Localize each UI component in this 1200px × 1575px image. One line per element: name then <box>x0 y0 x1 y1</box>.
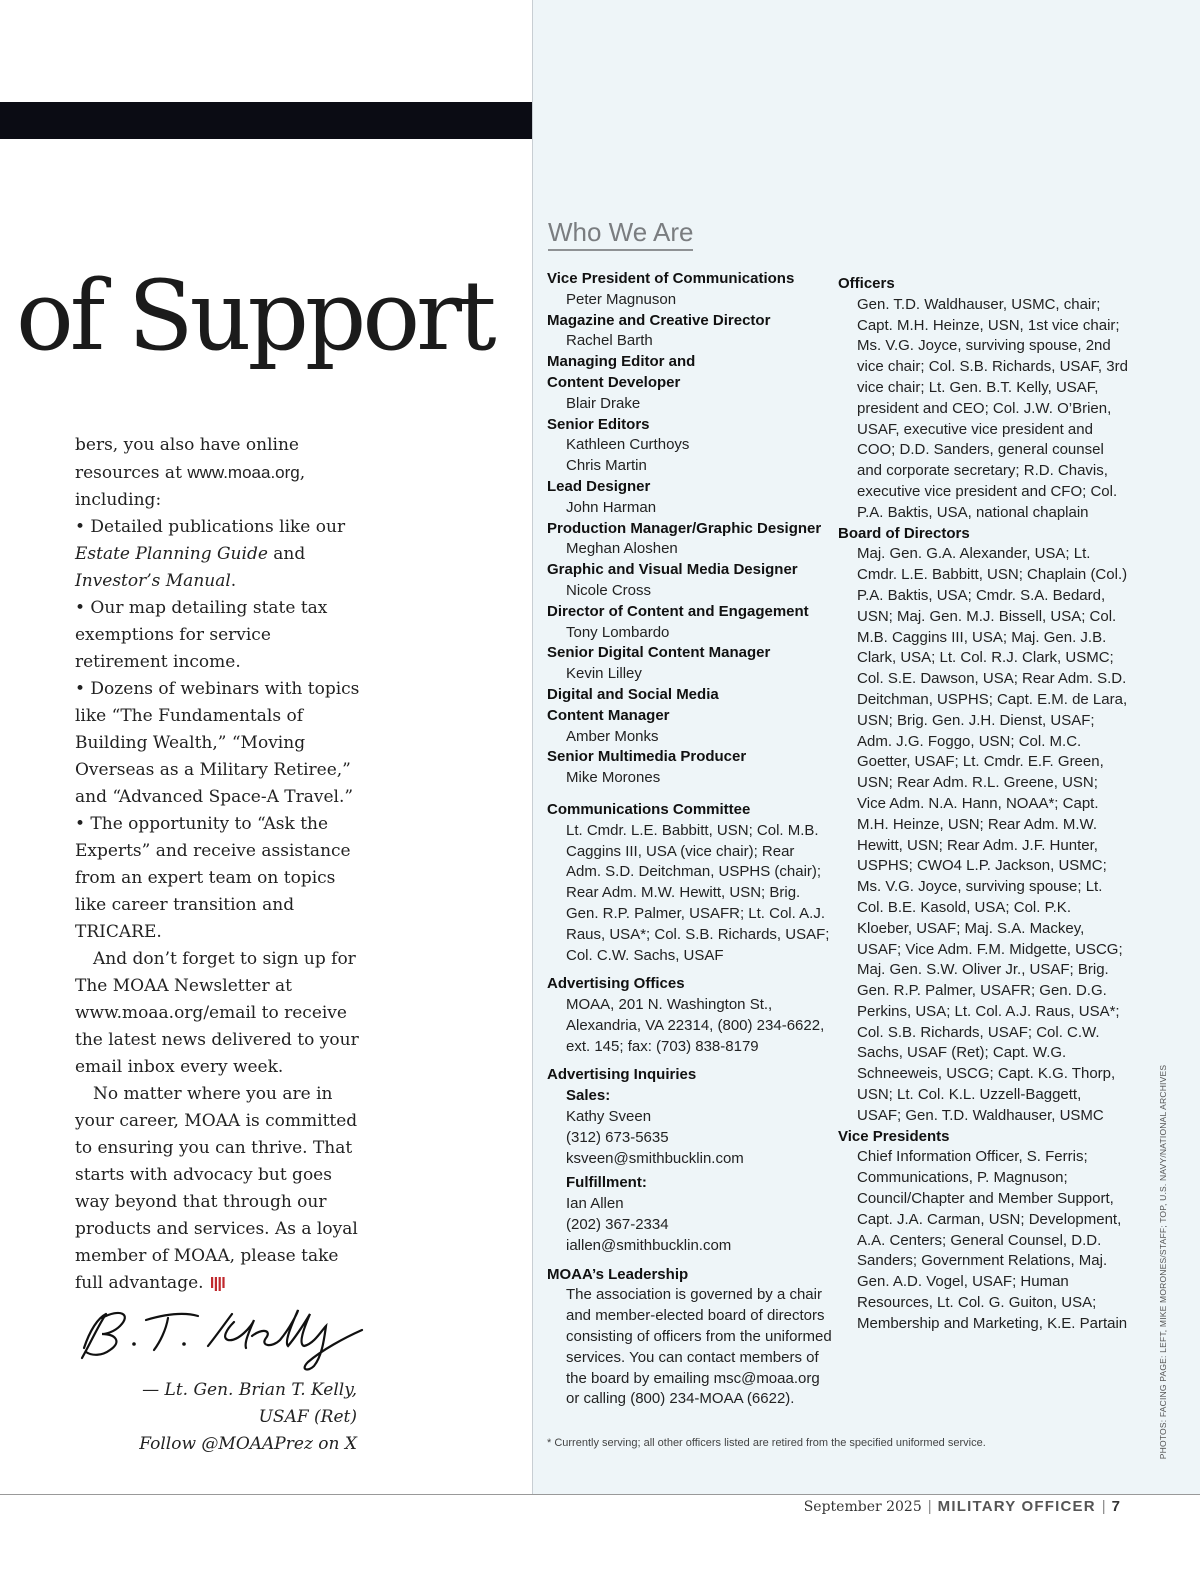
attribution-social[interactable]: Follow @MOAAPrez on X <box>139 1434 357 1454</box>
section-title: Who We Are <box>548 216 693 251</box>
staff-role: Managing Editor and Content Developer <box>547 353 696 391</box>
advertising-inquiries-heading: Advertising Inquiries <box>547 1066 697 1084</box>
folio-separator: | <box>1101 1498 1106 1515</box>
staff-name: John Harman <box>566 498 657 516</box>
attribution-service: USAF (Ret) <box>258 1407 357 1427</box>
body-paragraph: bers, you also have online resources at www.moaa.org, including: <box>75 435 306 510</box>
advertising-offices-heading: Advertising Offices <box>547 975 685 993</box>
staff-role: Vice President of Communications <box>547 270 795 287</box>
bullet-item: • Our map detailing state tax exemptions for service retirement income. <box>75 598 328 672</box>
staff-name: Peter Magnuson <box>566 290 677 308</box>
fulfillment-phone: (202) 367-2334 <box>566 1216 669 1234</box>
fulfillment-email[interactable]: iallen@smithbucklin.com <box>566 1236 732 1254</box>
staff-role: Digital and Social Media Content Manager <box>547 685 719 724</box>
page-number: 7 <box>1111 1498 1120 1515</box>
staff-name: Meghan Aloshen <box>566 540 678 558</box>
leadership-heading: MOAA’s Leadership <box>547 1265 689 1283</box>
letter-body <box>75 432 365 1297</box>
officers-list: Gen. T.D. Waldhauser, USMC, chair; Capt. M.H. Heinze, USN, 1st vice chair; Ms. V.G. Joyce, surviving spouse, 2nd vice chair; Col. S.B. Richards, USAF, 3rd vice chair; Lt. Gen. B.T. Kelly, USAF, president and CEO; Col. J.W. O’Brien, USAF, executive vice president and COO; D.D. Sanders, general counsel and corporate secretary; R.D. Chavis, executive vice president and CFO; Col. P.A. Baktis, USA, national chaplain <box>857 295 1128 521</box>
staff-name: Mike Morones <box>566 769 661 787</box>
staff-role: Graphic and Visual Media Designer <box>547 561 798 579</box>
committee-members: Lt. Cmdr. L.E. Babbitt, USN; Col. M.B. Caggins III, USA (vice chair); Rear Adm. S.D. Deitchman, USPHS (chair); Rear Adm. M.W. Hewitt, USN; Brig. Gen. R.P. Palmer, USAFR; Lt. Col. A.J. Raus, USA*; Col. S.B. Richards, USAF; Col. C.W. Sachs, USAF <box>566 821 830 964</box>
body-paragraph: No matter where you are in your career, MOAA is committed to ensuring you can thrive. That starts with advocacy but goes way beyond that through our products and services. As a loyal member of MOAA, please take full advantage. <box>75 1084 358 1293</box>
board-list: Maj. Gen. G.A. Alexander, USA; Lt. Cmdr. L.E. Babbitt, USN; Chaplain (Col.) P.A. Baktis, USA; Cmdr. S.A. Bedard, USN; Maj. Gen. M.J. Bissell, USA; Col. M.B. Caggins III, USA; Maj. Gen. J.B. Clark, USA; Lt. Col. R.J. Clark, USMC; Col. S.E. Dawson, USA; Rear Adm. S.D. Deitchman, USPHS; Capt. E.M. de Lara, USN; Brig. Gen. J.H. Dienst, USAF; Adm. J.G. Foggo, USN; Col. M.C. Goetter, USAF; Lt. Cmdr. E.F. Green, USN; Rear Adm. R.L. Greene, USN; Vice Adm. N.A. Hann, NOAA*; Capt. M.H. Heinze, USN; Rear Adm. M.W. Hewitt, USN; Rear Adm. J.F. Hunter, USPHS; CWO4 L.P. Jackson, USMC; Ms. V.G. Joyce, surviving spouse; Lt. Col. B.E. Kasold, USA; Col. P.K. Kloeber, USAF; Maj. S.A. Mackey, USAF; Vice Adm. F.M. Midgette, USCG; Maj. Gen. S.W. Oliver Jr., USAF; Brig. Gen. R.P. Palmer, USAFR; Gen. D.G. Perkins, USA; Lt. Col. A.J. Raus, USA*; Col. S.B. Richards, USAF; Col. C.W. Sachs, USAF (Ret); Capt. W.G. Schneeweis, USCG; Capt. K.G. Thorp, USN; Lt. Col. K.L. Uzzell-Baggett, USAF; Gen. T.D. Waldhauser, USMC <box>857 545 1128 1124</box>
bullet-item: • Dozens of webinars with topics like “The Fundamentals of Building Wealth,” “Moving Overseas as a Military Retiree,” and “Advanced Space-A Travel.” <box>75 679 360 807</box>
officers-heading: Officers <box>838 275 895 292</box>
photo-credit: PHOTOS: FACING PAGE: LEFT, MIKE MORONES/STAFF; TOP, U.S. NAVY/NATIONAL ARCHIVES <box>1158 1064 1168 1460</box>
advertising-offices-address: MOAA, 201 N. Washington St., Alexandria, VA 22314, (800) 234-6622, ext. 145; fax: (703) 838-8179 <box>566 996 825 1055</box>
footer-rule <box>0 1494 1200 1495</box>
sales-contact-name: Kathy Sveen <box>566 1108 652 1126</box>
magazine-name: MILITARY OFFICER <box>937 1498 1096 1515</box>
staff-name: Chris Martin <box>566 457 647 475</box>
vice-presidents-list: Chief Information Officer, S. Ferris; Communications, P. Magnuson; Council/Chapter and Member Support, Capt. J.A. Carman, USN; Development, A.A. Centers; General Counsel, D.D. Sanders; Government Relations, Maj. Gen. A.D. Vogel, USAF; Human Resources, Lt. Col. G. Guiton, USA; Membership and Marketing, K.E. Partain <box>857 1148 1128 1332</box>
sales-email[interactable]: ksveen@smithbucklin.com <box>566 1149 744 1167</box>
column-divider <box>532 0 533 1494</box>
staff-role: Production Manager/Graphic Designer <box>547 519 822 537</box>
committee-heading: Communications Committee <box>547 800 751 818</box>
bullet-item: • Detailed publications like our Estate Planning Guide and Investor’s Manual. <box>75 517 346 591</box>
staff-name: Blair Drake <box>566 394 641 412</box>
fulfillment-label: Fulfillment: <box>566 1174 647 1192</box>
left-column <box>0 0 533 1500</box>
staff-role: Senior Digital Content Manager <box>547 644 771 662</box>
signature <box>76 1300 366 1375</box>
leadership-text: The association is governed by a chair and member-elected board of directors consisting of officers from the uniformed services. You can contact members of the board by emailing msc@moaa.org or calling (800) 234-MOAA (6622). <box>566 1286 832 1408</box>
staff-name: Tony Lombardo <box>566 623 670 641</box>
staff-name: Nicole Cross <box>566 581 652 599</box>
folio-separator: | <box>927 1498 932 1515</box>
attribution-name: — Lt. Gen. Brian T. Kelly, <box>142 1380 357 1400</box>
top-black-bar <box>0 102 533 139</box>
body-paragraph: And don’t forget to sign up for The MOAA Newsletter at www.moaa.org/email to receive the latest news delivered to your email inbox every week. <box>75 949 359 1077</box>
page-footer <box>804 1497 1120 1517</box>
staff-role: Director of Content and Engagement <box>547 602 809 620</box>
staff-role: Lead Designer <box>547 477 651 495</box>
staff-role: Magazine and Creative Director <box>547 311 771 329</box>
attribution <box>75 1377 357 1458</box>
fulfillment-contact-name: Ian Allen <box>566 1195 624 1213</box>
footnote: * Currently serving; all other officers listed are retired from the specified uniformed service. <box>547 1437 986 1449</box>
website-link[interactable]: www.moaa.org <box>187 463 300 482</box>
board-heading: Board of Directors <box>838 524 970 542</box>
issue-date: September 2025 <box>803 1499 922 1515</box>
staff-column <box>547 269 832 1410</box>
bullet-item: • The opportunity to “Ask the Experts” and receive assistance from an expert team on topics like career transition and TRICARE. <box>75 814 351 942</box>
staff-name: Kevin Lilley <box>566 665 642 683</box>
vice-presidents-heading: Vice Presidents <box>838 1127 950 1145</box>
staff-role: Senior Multimedia Producer <box>547 748 747 766</box>
sales-label: Sales: <box>566 1087 611 1105</box>
staff-name: Kathleen Curthoys <box>566 436 690 454</box>
headline: of Support <box>16 260 493 372</box>
moaa-end-mark-icon <box>210 1277 226 1291</box>
staff-role: Senior Editors <box>547 415 650 433</box>
sales-phone: (312) 673-5635 <box>566 1128 669 1146</box>
board-column <box>838 274 1128 1335</box>
staff-name: Rachel Barth <box>566 332 653 350</box>
staff-name: Amber Monks <box>566 727 659 745</box>
